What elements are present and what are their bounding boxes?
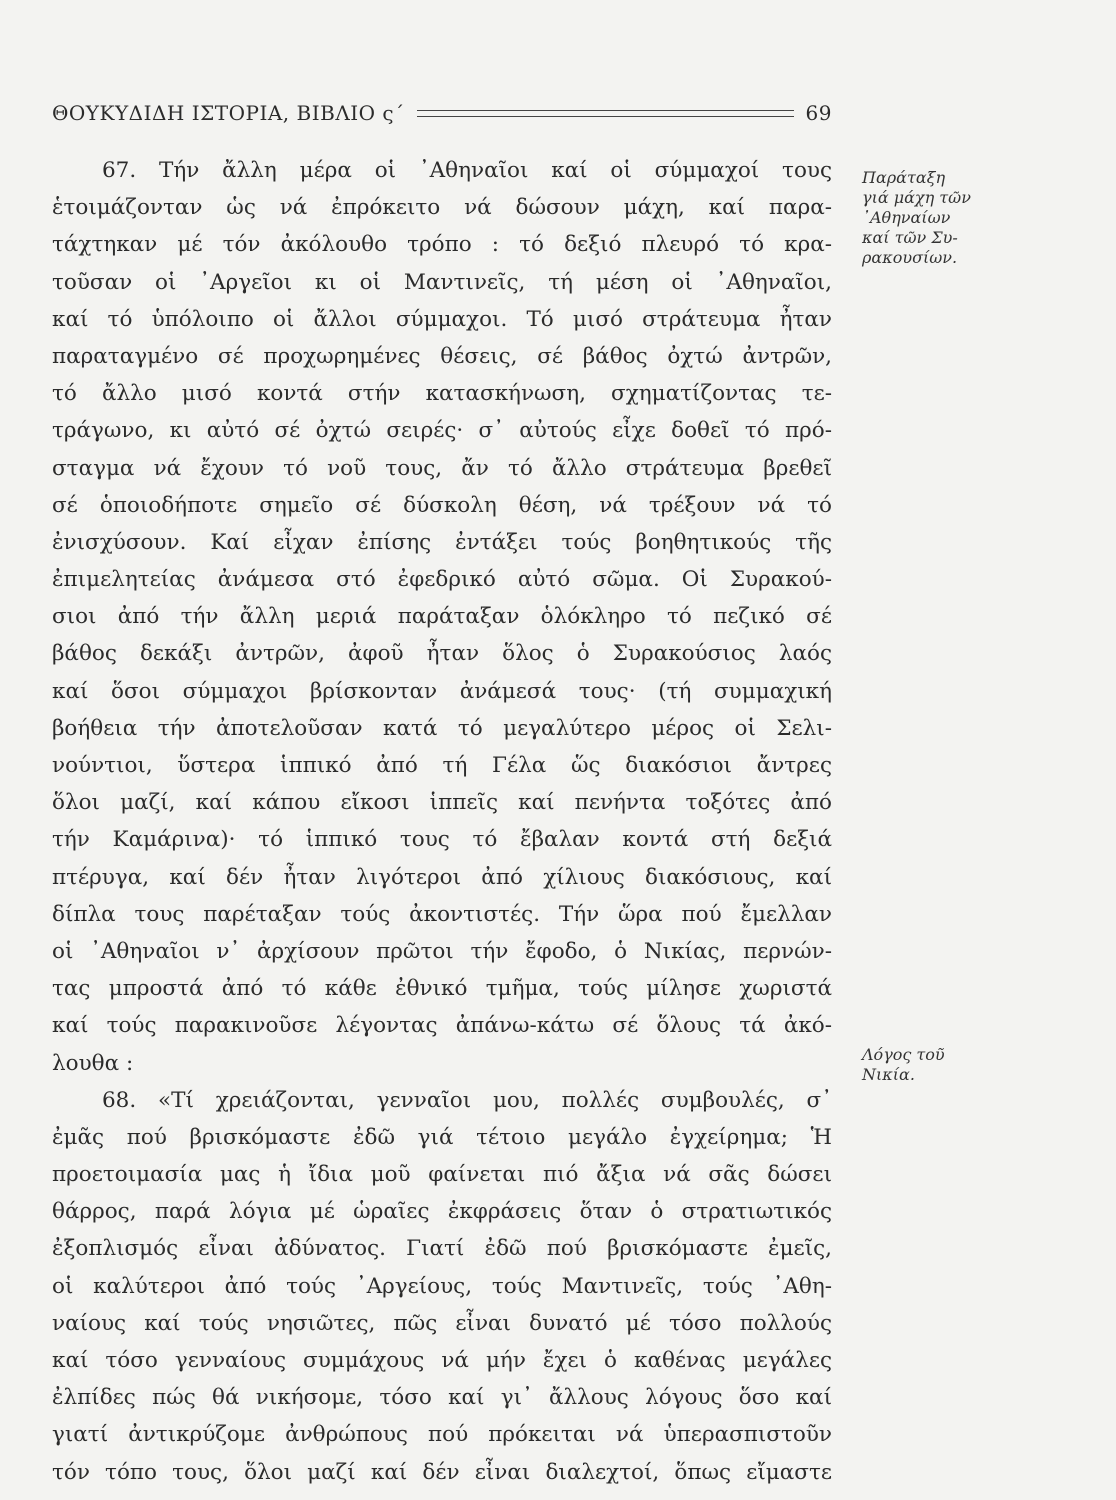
text-line: ἐπιμελητείας ἀνάμεσα στό ἐφεδρικό αὐτό σῶμα. Οἱ Συρακού- [52, 567, 832, 593]
text-line: τάχτηκαν μέ τόν ἀκόλουθο τρόπο : τό δεξιό πλευρό τό κρα- [52, 232, 832, 258]
text-line: βάθος δεκάξι ἀντρῶν, ἀφοῦ ἦταν ὅλος ὁ Συρακούσιος λαός [52, 641, 832, 667]
margin-note-line: Παράταξη [862, 168, 946, 187]
text-line: 68. «Τί χρειάζονται, γενναῖοι μου, πολλές συμβουλές, σ᾿ [102, 1087, 832, 1113]
margin-note-line: γιά μάχη τῶν [862, 188, 971, 207]
body-text [52, 152, 832, 1491]
text-line: ἐξοπλισμός εἶναι ἀδύνατος. Γιατί ἐδῶ πού βρισκόμαστε ἐμεῖς, [52, 1236, 832, 1262]
text-line: λουθα : [52, 1050, 134, 1076]
text-line: καί ὅσοι σύμμαχοι βρίσκονταν ἀνάμεσά τους· (τή συμμαχική [52, 678, 832, 704]
text-line: παραταγμένο σέ προχωρημένες θέσεις, σέ βάθος ὀχτώ ἀντρῶν, [52, 343, 832, 369]
text-line: βοήθεια τήν ἀποτελοῦσαν κατά τό μεγαλύτερο μέρος οἱ Σελι- [52, 715, 832, 741]
text-line: πτέρυγα, καί δέν ἦταν λιγότεροι ἀπό χίλιους διακόσιους, καί [52, 864, 832, 890]
text-line: καί τό ὑπόλοιπο οἱ ἄλλοι σύμμαχοι. Τό μισό στράτευμα ἦταν [52, 306, 832, 332]
text-line: γιατί ἀντικρύζομε ἀνθρώπους πού πρόκειται νά ὑπερασπιστοῦν [52, 1422, 832, 1448]
text-line: ἑτοιμάζονταν ὡς νά ἐπρόκειτο νά δώσουν μάχη, καί παρα- [52, 195, 832, 221]
margin-note-line: Λόγος τοῦ [862, 1045, 945, 1064]
header-rule [417, 110, 794, 117]
text-line: καί τούς παρακινοῦσε λέγοντας ἀπάνω-κάτω σέ ὅλους τά ἀκό- [52, 1013, 832, 1039]
text-line: τράγωνο, κι αὐτό σέ ὀχτώ σειρές· σ᾿ αὐτούς εἶχε δοθεῖ τό πρό- [52, 418, 832, 444]
text-line: προετοιμασία μας ἡ ἴδια μοῦ φαίνεται πιό ἄξια νά σᾶς δώσει [52, 1162, 832, 1188]
text-line: ναίους καί τούς νησιῶτες, πῶς εἶναι δυνατό μέ τόσο πολλούς [52, 1310, 832, 1336]
text-line: οἱ ᾿Αθηναῖοι ν᾿ ἀρχίσουν πρῶτοι τήν ἔφοδο, ὁ Νικίας, περνών- [52, 938, 832, 964]
text-line: τόν τόπο τους, ὅλοι μαζί καί δέν εἶναι διαλεχτοί, ὅπως εἴμαστε [52, 1459, 832, 1485]
text-line: σιοι ἀπό τήν ἄλλη μεριά παράταξαν ὁλόκληρο τό πεζικό σέ [52, 604, 832, 630]
margin-note-line: ρακουσίων. [862, 248, 958, 267]
page-number: 69 [805, 101, 832, 125]
margin-note-line: Νικία. [862, 1065, 915, 1084]
text-line: τοῦσαν οἱ ᾿Αργεῖοι κι οἱ Μαντινεῖς, τή μέση οἱ ᾿Αθηναῖοι, [52, 269, 832, 295]
text-line: 67. Τήν ἄλλη μέρα οἱ ᾿Αθηναῖοι καί οἱ σύμμαχοί τους [102, 158, 832, 183]
text-line: τό ἄλλο μισό κοντά στήν κατασκήνωση, σχηματίζοντας τε- [52, 381, 832, 407]
margin-note-battle-order [862, 168, 1062, 268]
margin-note-line: καί τῶν Συ- [862, 228, 958, 247]
text-line: ἐλπίδες πώς θά νικήσομε, τόσο καί γι᾿ ἄλλους λόγους ὅσο καί [52, 1385, 832, 1411]
text-line: σέ ὁποιοδήποτε σημεῖο σέ δύσκολη θέση, νά τρέξουν νά τό [52, 492, 832, 518]
text-line: θάρρος, παρά λόγια μέ ὡραῖες ἐκφράσεις ὅταν ὁ στρατιωτικός [52, 1199, 832, 1225]
text-line: τας μπροστά ἀπό τό κάθε ἐθνικό τμῆμα, τούς μίλησε χωριστά [52, 976, 832, 1002]
running-header [52, 98, 832, 128]
text-line: καί τόσο γενναίους συμμάχους νά μήν ἔχει ὁ καθένας μεγάλες [52, 1348, 832, 1373]
header-title: ΘΟΥΚΥΔΙΔΗ ΙΣΤΟΡΙΑ, ΒΙΒΛΙΟ ς΄ [52, 101, 405, 125]
text-line: σταγμα νά ἔχουν τό νοῦ τους, ἄν τό ἄλλο στράτευμα βρεθεῖ [52, 455, 832, 481]
text-line: οἱ καλύτεροι ἀπό τούς ᾿Αργείους, τούς Μαντινεῖς, τούς ᾿Αθη- [52, 1273, 832, 1299]
text-line: τήν Καμάρινα)· τό ἱππικό τους τό ἔβαλαν κοντά στή δεξιά [52, 827, 832, 853]
text-line: δίπλα τους παρέταξαν τούς ἀκοντιστές. Τήν ὥρα πού ἔμελλαν [52, 901, 832, 927]
text-line: νούντιοι, ὕστερα ἱππικό ἀπό τή Γέλα ὥς διακόσιοι ἄντρες [52, 753, 832, 778]
text-line: ὅλοι μαζί, καί κάπου εἴκοσι ἱππεῖς καί πενήντα τοξότες ἀπό [52, 790, 832, 816]
text-line: ἐνισχύσουν. Καί εἶχαν ἐπίσης ἐντάξει τούς βοηθητικούς τῆς [52, 529, 832, 555]
margin-note-nicias-speech [862, 1045, 1062, 1085]
text-line: ἐμᾶς πού βρισκόμαστε ἐδῶ γιά τέτοιο μεγάλο ἐγχείρημα; Ἡ [52, 1124, 832, 1150]
margin-note-line: ᾿Αθηναίων [862, 208, 951, 227]
